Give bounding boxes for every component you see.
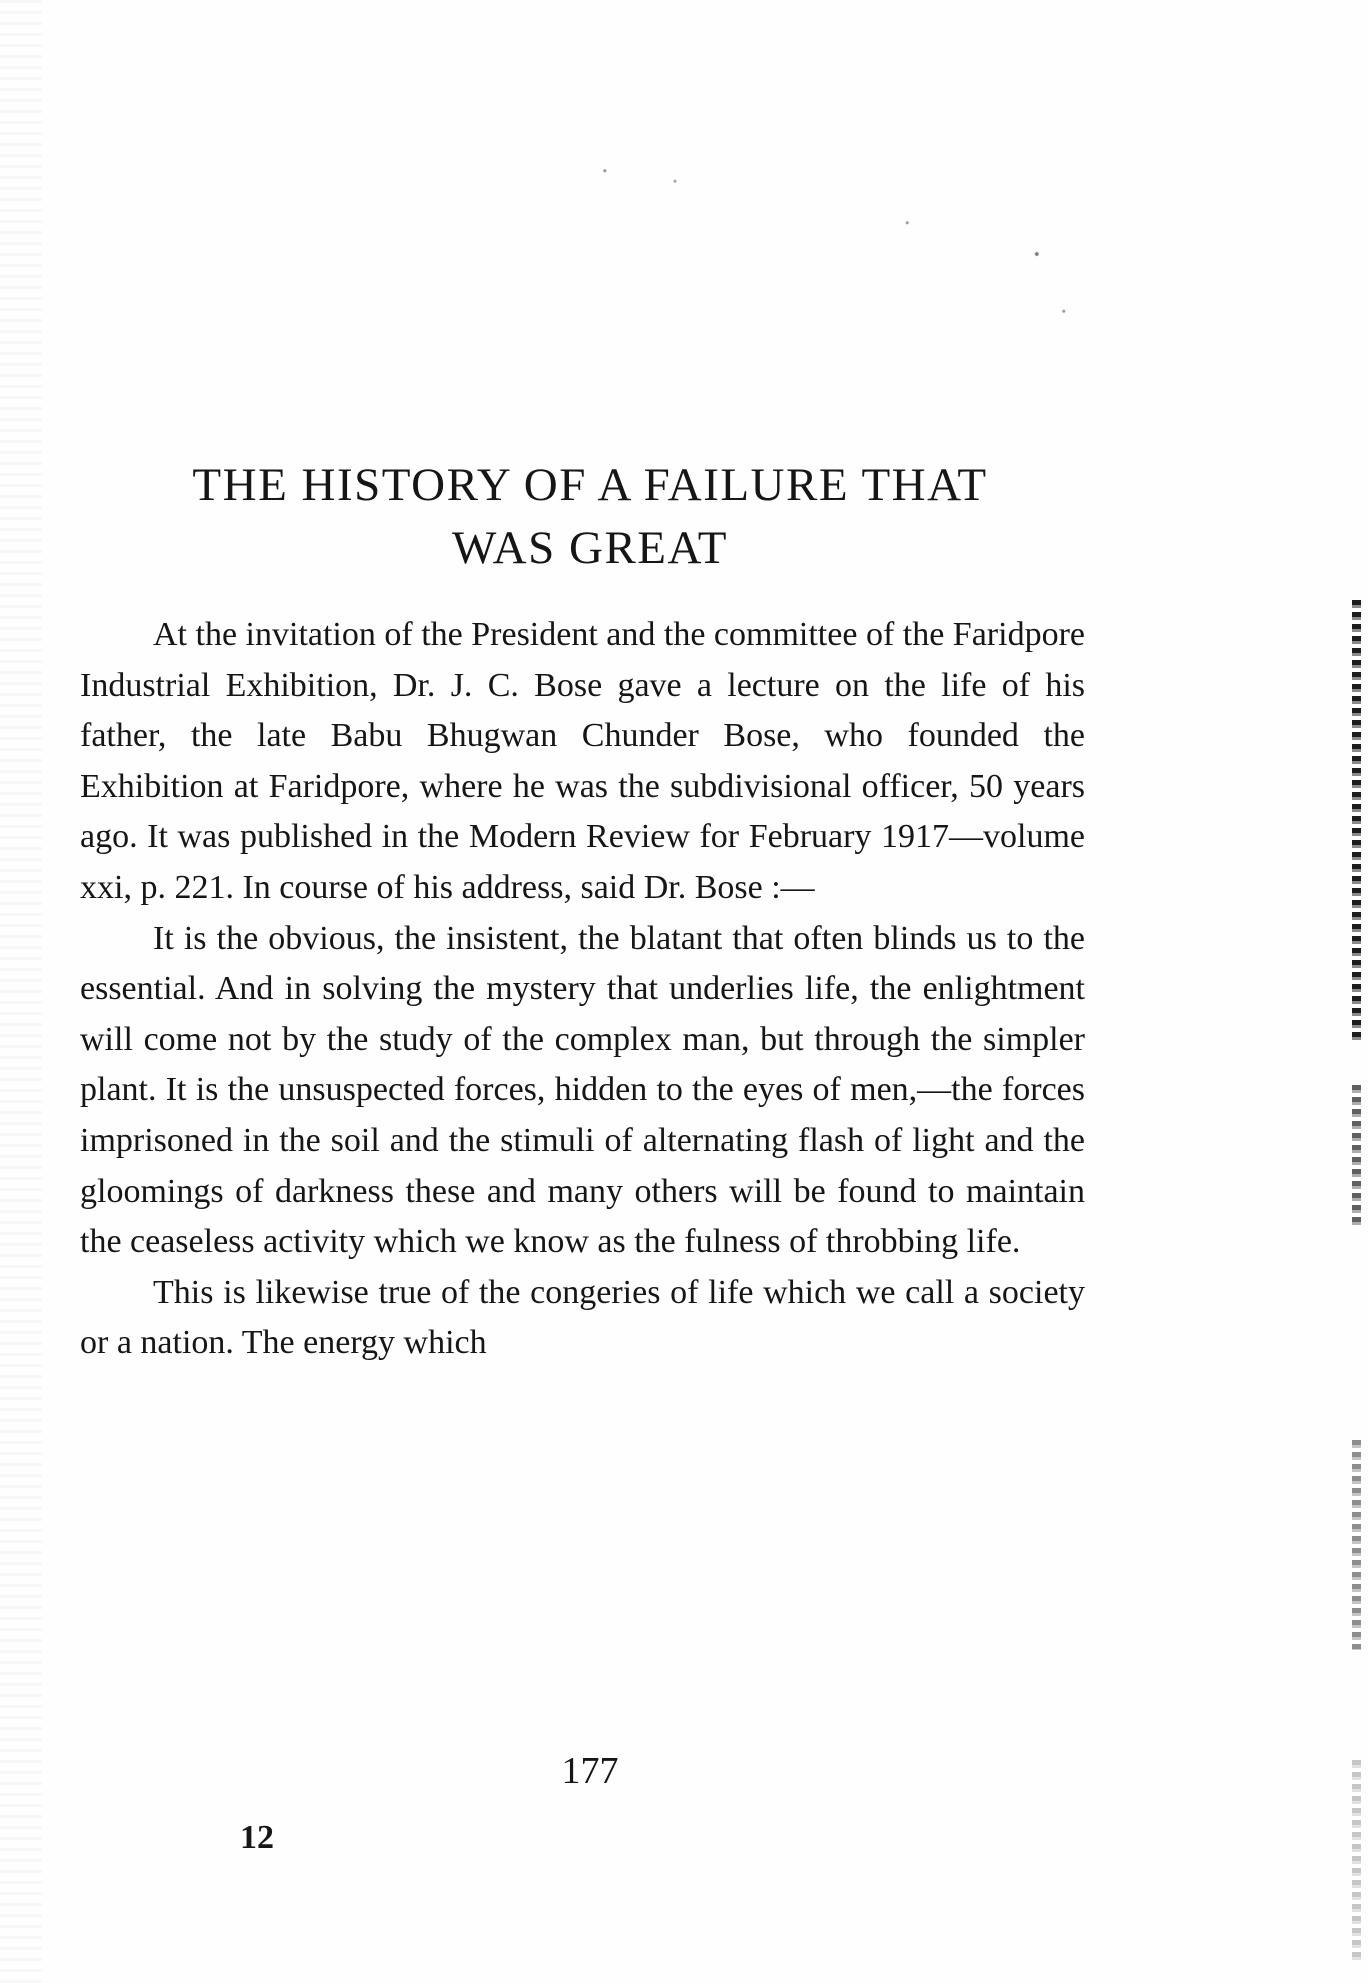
chapter-title-line-1: THE HISTORY OF A FAILURE THAT	[192, 459, 988, 511]
body-text	[80, 610, 1085, 1369]
signature-mark: 12	[240, 1819, 274, 1856]
paragraph-quote: It is the obvious, the insistent, the blatant that often blinds us to the essential. And in solving the mystery that underlies life, the enlightment will come not by the study of the complex man, but through the simpler plant. It is the unsuspected forces, hidden to the eyes of men,—the forces imprisoned in the soil and the stimuli of alternating flash of light and the gloomings of darkness these and many others will be found to maintain the ceaseless activity which we know as the fulness of throbbing life.	[80, 919, 1085, 1261]
bleed-through-mark	[1352, 1760, 1361, 1960]
scan-specks	[540, 150, 1080, 410]
page-number: 177	[561, 1750, 619, 1792]
bleed-through-mark	[1352, 1085, 1361, 1225]
bleed-through-mark	[1352, 600, 1361, 1040]
paragraph-intro: At the invitation of the President and the committee of the Faridpore Industrial Exhibition, Dr. J. C. Bose gave a lecture on the life of his father, the late Babu Bhugwan Chunder Bose, who founded the Exhibition at Faridpore, where he was the subdivisional officer, 50 years ago. It was published in the Modern Review for February 1917—volume xxi, p. 221. In course of his address, said Dr. Bose :—	[80, 616, 1085, 906]
chapter-title-line-2: WAS GREAT	[452, 522, 728, 574]
bleed-through-mark	[1352, 1440, 1361, 1650]
paragraph-society: This is likewise true of the congeries of life which we call a society or a nation. The energy which	[80, 1273, 1085, 1362]
left-page-edge	[0, 0, 42, 1983]
